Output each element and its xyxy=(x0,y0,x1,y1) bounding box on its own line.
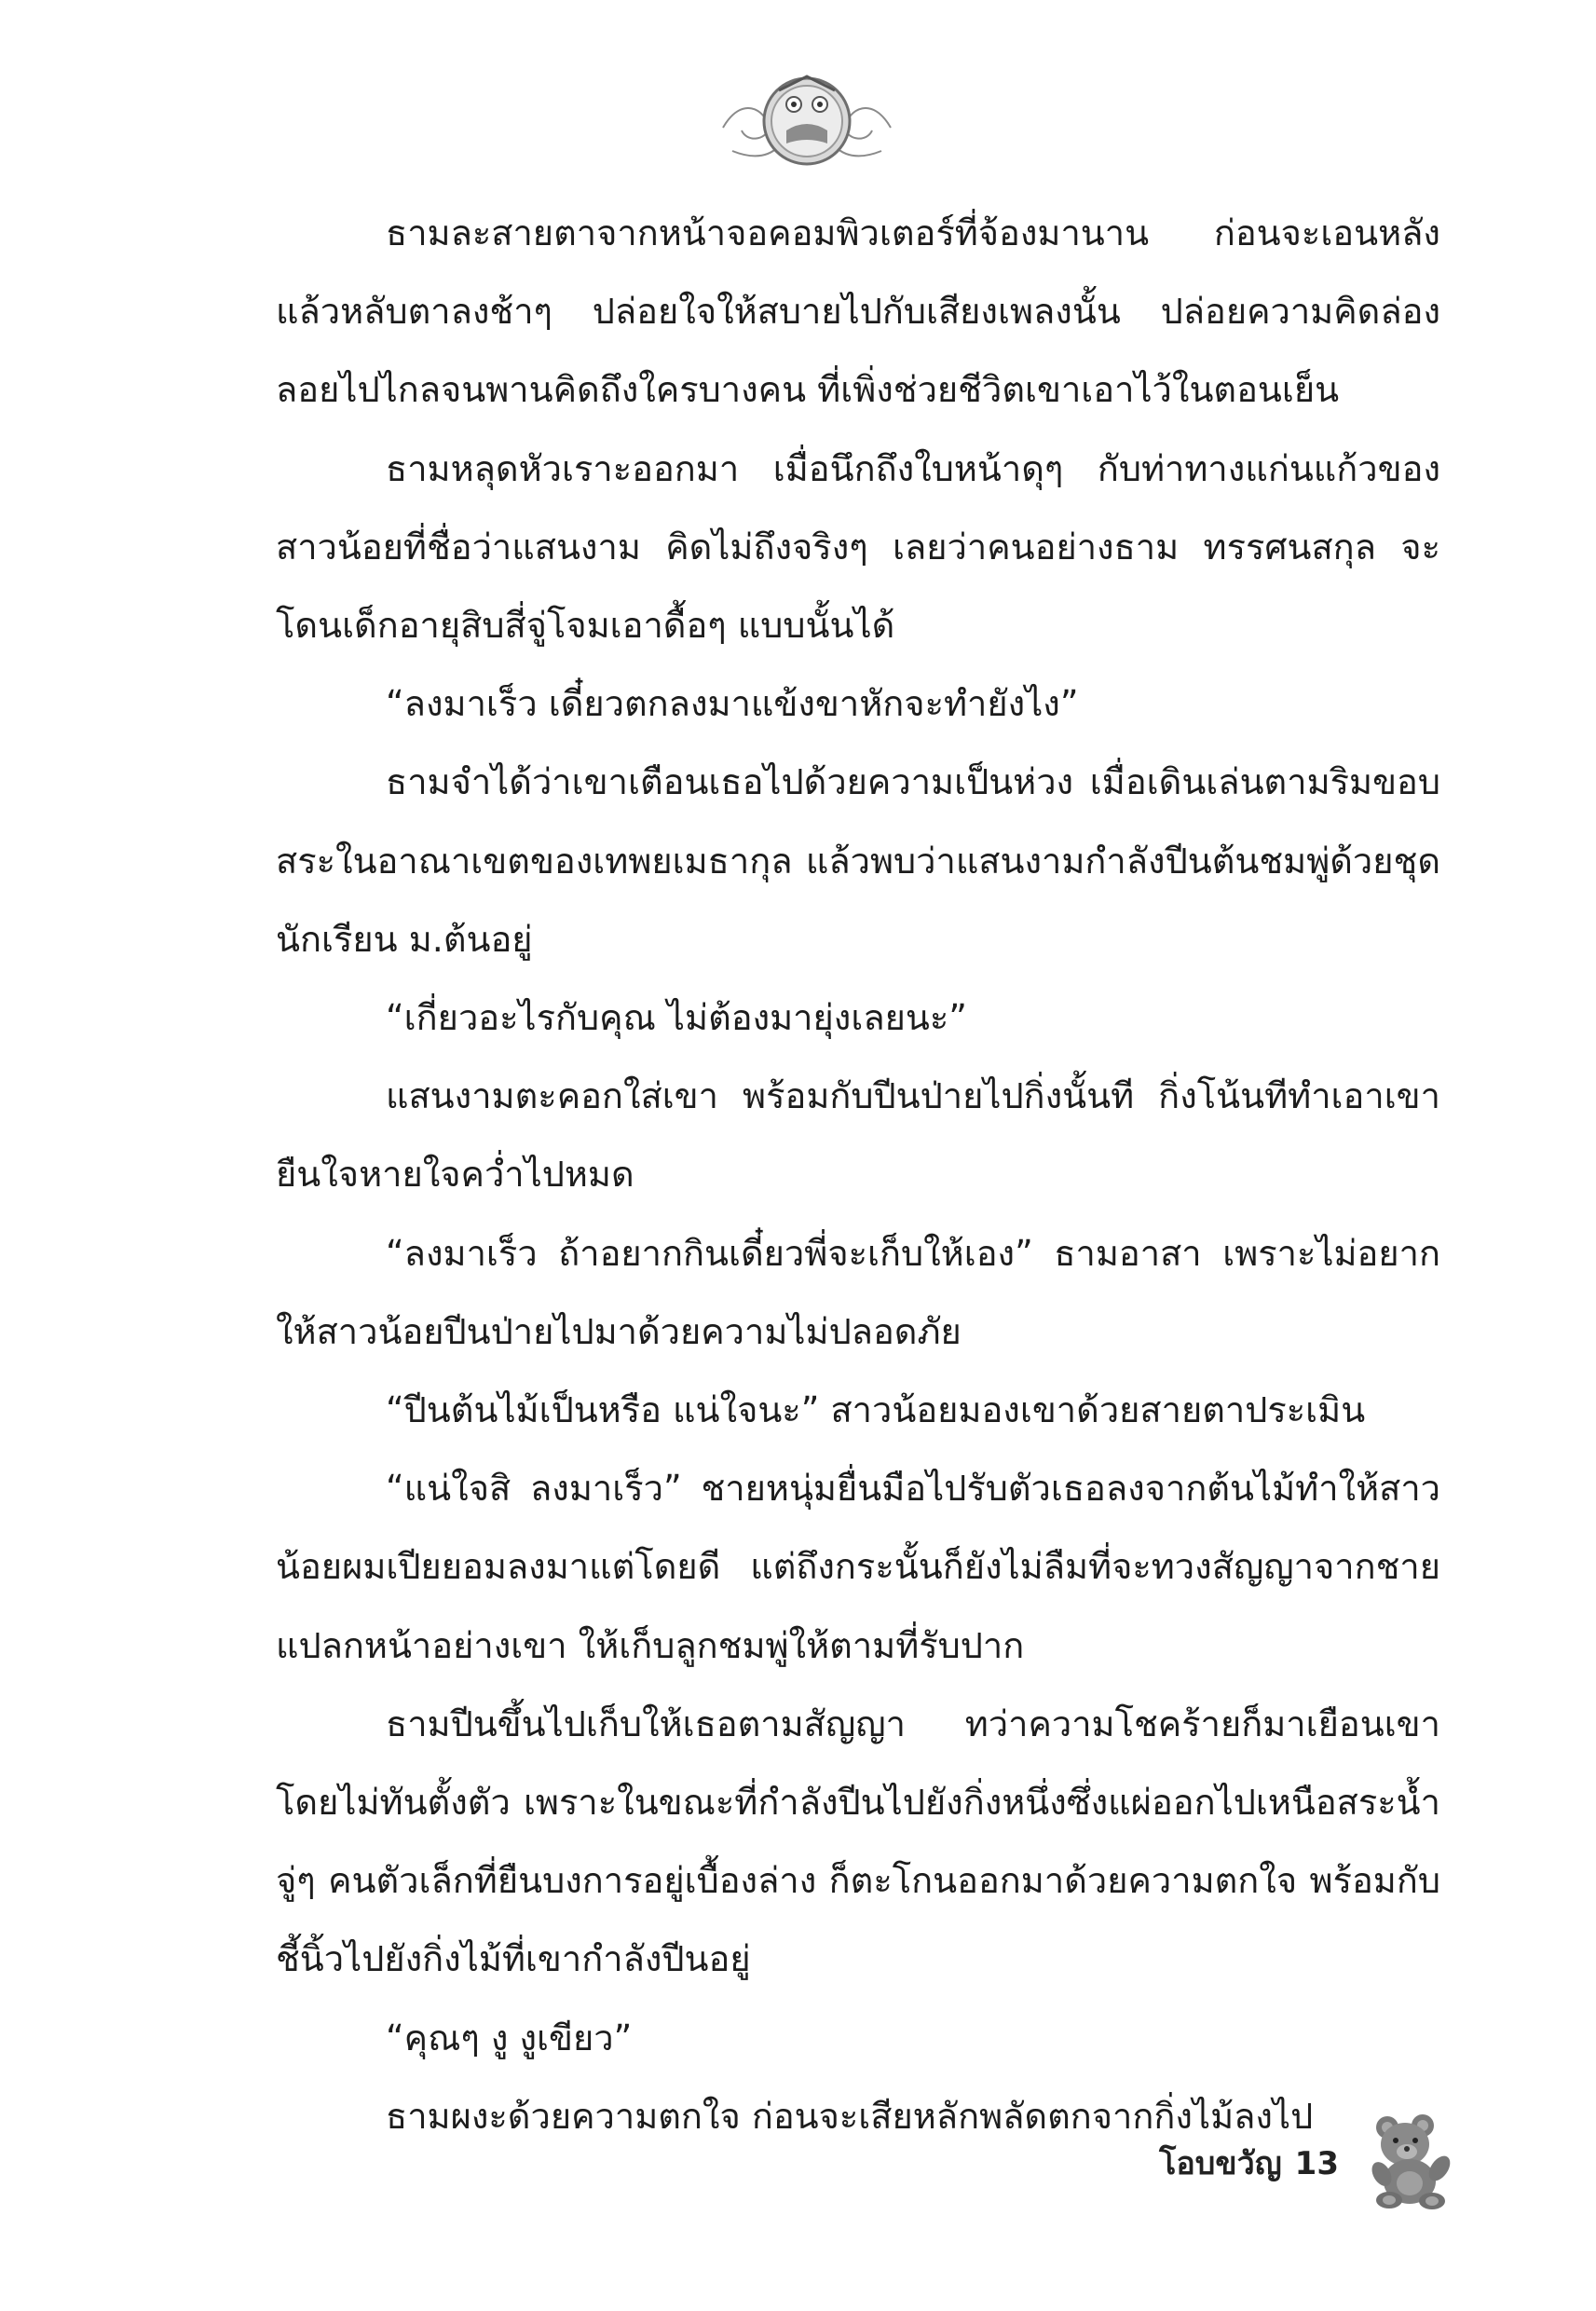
paragraph: ธามละสายตาจากหน้าจอคอมพิวเตอร์ที่จ้องมานาน ก่อนจะเอนหลังแล้วหลับตาลงช้าๆ ปล่อยใจให้สบายไปกับเสียงเพลงนั้น ปล่อยความคิดล่องลอยไปไกลจนพานคิดถึงใครบางคน ที่เพิ่งช่วยชีวิตเขาเอาไว้ในตอนเย็น xyxy=(276,212,1440,411)
page-number: 13 xyxy=(1294,2145,1339,2182)
footer-label xyxy=(1159,2138,1339,2188)
teddy-bear-icon xyxy=(1361,2109,1454,2209)
dialogue-line: “ปีนต้นไม้เป็นหรือ แน่ใจนะ” สาวน้อยมองเขาด้วยสายตาประเมิน xyxy=(386,1389,1366,1431)
paragraph: แสนงามตะคอกใส่เขา พร้อมกับปีนป่ายไปกิ่งนั้นที กิ่งโน้นทีทำเอาเขายืนใจหายใจคว่ำไปหมด xyxy=(276,1075,1440,1196)
dialogue-line: “ลงมาเร็ว ถ้าอยากกินเดี๋ยวพี่จะเก็บให้เอง” ธามอาสา เพราะไม่อยากให้สาวน้อยปีนป่ายไปมาด้วยความไม่ปลอดภัย xyxy=(276,1232,1440,1352)
dialogue-line: “คุณๆ งู งูเขียว” xyxy=(386,2017,633,2058)
book-title: โอบขวัญ xyxy=(1159,2145,1282,2182)
dialogue-line: “เกี่ยวอะไรกับคุณ ไม่ต้องมายุ่งเลยนะ” xyxy=(386,997,967,1039)
paragraph: ธามจำได้ว่าเขาเตือนเธอไปด้วยความเป็นห่วง เมื่อเดินเล่นตามริมขอบสระในอาณาเขตของเทพยเมธากุล แล้วพบว่าแสนงามกำลังปีนต้นชมพู่ด้วยชุดนักเรียน ม.ต้นอยู่ xyxy=(276,761,1440,960)
page-footer xyxy=(1159,2108,1454,2210)
decorative-emblem-icon xyxy=(714,39,900,179)
body-text xyxy=(276,194,1440,2155)
paragraph: ธามปีนขึ้นไปเก็บให้เธอตามสัญญา ทว่าความโชคร้ายก็มาเยือนเขาโดยไม่ทันตั้งตัว เพราะในขณะที่กำลังปีนไปยังกิ่งหนึ่งซึ่งแผ่ออกไปเหนือสระน้ำ จู่ๆ คนตัวเล็กที่ยืนบงการอยู่เบื้องล่าง ก็ตะโกนออกมาด้วยความตกใจ พร้อมกับชี้นิ้วไปยังกิ่งไม้ที่เขากำลังปีนอยู่ xyxy=(276,1702,1440,1980)
paragraph: ธามผงะด้วยความตกใจ ก่อนจะเสียหลักพลัดตกจากกิ่งไม้ลงไป xyxy=(386,2095,1314,2137)
dialogue-line: “ลงมาเร็ว เดี๋ยวตกลงมาแข้งขาหักจะทำยังไง” xyxy=(386,683,1079,725)
dialogue-line: “แน่ใจสิ ลงมาเร็ว” ชายหนุ่มยื่นมือไปรับตัวเธอลงจากต้นไม้ทำให้สาวน้อยผมเปียยอมลงมาแต่โดยดี แต่ถึงกระนั้นก็ยังไม่ลืมที่จะทวงสัญญาจากชายแปลกหน้าอย่างเขา ให้เก็บลูกชมพู่ให้ตามที่รับปาก xyxy=(276,1468,1440,1666)
paragraph: ธามหลุดหัวเราะออกมา เมื่อนึกถึงใบหน้าดุๆ กับท่าทางแก่นแก้วของสาวน้อยที่ชื่อว่าแสนงาม คิดไม่ถึงจริงๆ เลยว่าคนอย่างธาม ทรรศนสกุล จะโดนเด็กอายุสิบสี่จู่โจมเอาดื้อๆ แบบนั้นได้ xyxy=(276,447,1440,647)
